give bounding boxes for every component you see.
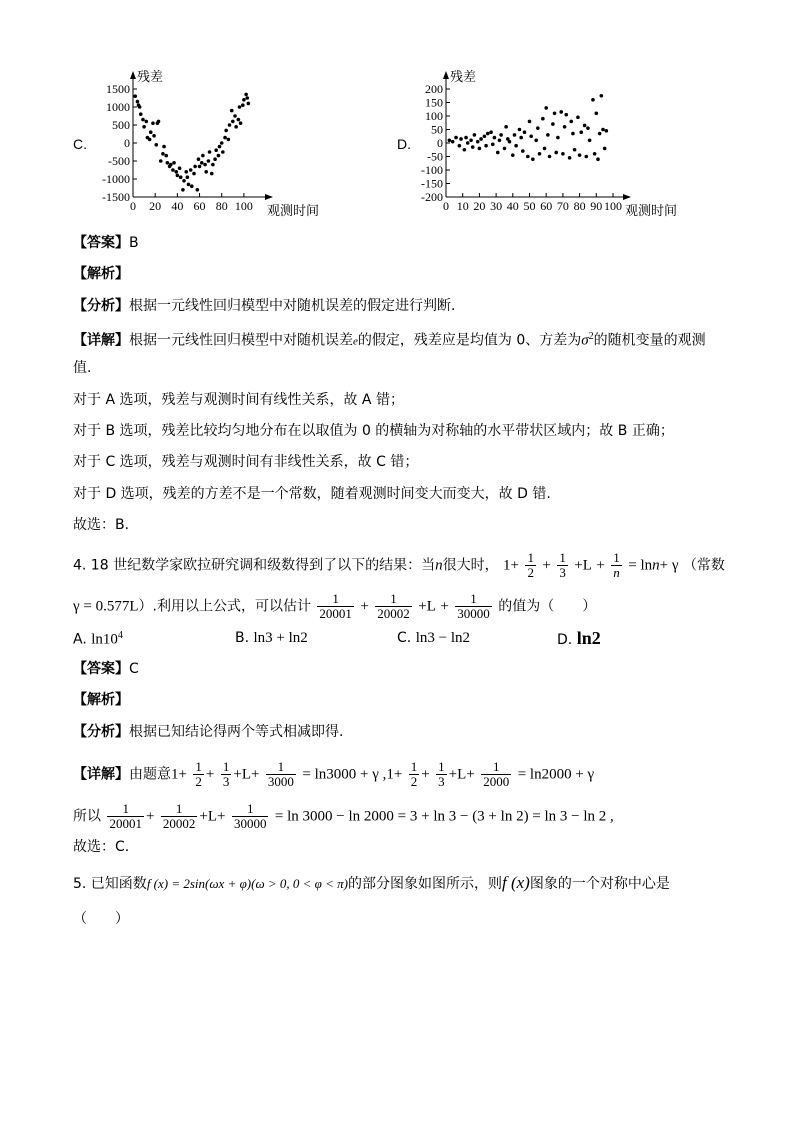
chart-d-data-point [514,144,518,148]
chart-d-x-tick-label: 90 [590,199,603,213]
plus-sign: + [145,808,155,825]
chart-d-data-point [556,136,560,140]
chart-c-y-tick-label: -1000 [102,172,130,186]
plus-sign: + [199,808,208,825]
option-a-letter: A. [73,631,87,648]
chart-c-data-point [149,130,153,134]
chart-d-data-point [568,156,572,160]
chart-d-data-point [586,126,590,130]
chart-c-data-point [220,141,224,145]
q5-stem-b: 的部分图象如图所示，则 [347,876,502,892]
chart-c-data-point [214,148,218,152]
q4-n: n [435,557,443,574]
chart-c-data-point [169,163,173,167]
analysis-label: 【解析】 [73,692,129,708]
ellipsis: L [241,766,251,783]
frac-1-2: $\frac{1}{2}$ [410,759,418,789]
q4-stem-line1 [73,551,725,580]
chart-d-data-point [469,139,473,143]
plus-gamma: + γ [659,557,679,574]
chart-d-data-point [459,137,463,141]
chart-d-data-point [554,151,558,155]
chart-d-y-tick-label: -200 [421,190,443,204]
chart-c-x-tick-label: 0 [130,199,136,213]
q4-n-2: n [652,557,660,574]
fenxi-line-3 [73,297,455,315]
conclusion-3: 故选：B. [73,517,130,533]
chart-d-data-point [483,134,487,138]
chart-d-data-point [596,157,600,161]
q5-stem-line1 [73,874,670,893]
chart-c-data-point [213,157,217,161]
sigma-symbol: σ [581,332,589,349]
frac-1-2000: $\frac{1}{2000}$ [483,759,510,789]
chart-c-data-point [210,172,214,176]
frac-1-20002: $\frac{1}{20002}$ [162,801,196,831]
chart-d-data-point [478,147,482,151]
plus-sign: + [205,766,215,783]
plus-sign: + [574,557,583,574]
chart-d-x-tick-label: 100 [604,199,622,213]
chart-c-x-arrow [265,194,273,200]
chart-c-y-tick-label: -500 [108,154,130,168]
plus-sign: + [421,766,430,783]
chart-d-data-point [518,128,522,132]
chart-d-data-point [521,149,525,153]
chart-d-data-point [493,136,497,140]
chart-c-x-tick-label: 60 [193,199,206,213]
analysis-line-4 [73,691,129,709]
chart-d-data-point [605,129,609,133]
chart-c-data-point [187,183,191,187]
option-d-letter: D. [557,632,573,648]
chart-c-data-point [184,170,188,174]
chart-d-data-point [498,139,502,143]
xiangjie-text-c: 的随机变量的观测 [593,332,706,349]
option-d-label: D. [397,136,411,152]
chart-d-data-point [551,122,555,126]
frac-1-3000: $\frac{1}{3000}$ [267,759,294,789]
chart-d-x-arrow [623,194,631,200]
chart-d-data-point [538,152,542,156]
plus-sign: + [466,766,475,783]
chart-c-data-point [166,161,170,165]
chart-d-data-point [569,120,573,124]
chart-d-y-tick-label: 200 [425,82,443,96]
chart-d-data-point [534,139,538,143]
paren-note: （常数 [682,557,725,574]
option-a-expr: ln10 [91,631,118,648]
chart-c-data-point [182,179,186,183]
xiangjie-line-3 [73,328,706,351]
sigma-exponent: 2 [588,331,594,342]
ellipsis: L [426,598,436,615]
q5-stem-c: 图象的一个对称中心是 [529,876,670,892]
gamma-value: γ = 0.577L [73,598,139,615]
chart-c-data-point [227,138,231,142]
frac-1-30000: $\frac{1}{30000}$ [233,801,267,831]
chart-c-data-point [161,152,165,156]
chart-c-y-tick-label: -1500 [102,190,130,204]
chart-c-data-point [186,175,190,179]
eq-ln2000: = ln2000 + γ [517,766,595,783]
chart-c-data-point [241,103,245,107]
chart-d-data-point [466,141,470,145]
fenxi-text: 根据已知结论得两个等式相减即得. [129,724,344,740]
option-b-letter: B. [235,630,250,646]
chart-c-data-point [174,170,178,174]
option-a[interactable] [73,630,123,649]
chart-d-x-tick-label: 30 [490,199,503,213]
chart-c-data-point [193,165,197,169]
chart-d-data-point [579,130,583,134]
chart-d-x-tick-label: 40 [506,199,519,213]
chart-d-x-tick-label: 50 [523,199,536,213]
chart-d-y-arrow [443,71,449,79]
one-plus: 1+ [386,766,403,783]
chart-c-y-tick-label: 1000 [106,100,130,114]
chart-d-data-point [476,140,480,144]
ellipsis: L [207,808,218,825]
chart-d-data-point [603,147,607,151]
option-c-expr: ln3 − ln2 [415,630,470,646]
frac-1-3: $\frac{1}{3}$ [559,550,566,580]
chart-c-x-axis-label: 观测时间 [267,203,320,218]
plus-sign: + [448,766,458,783]
q5-function-def: f (x) = 2sin(ωx + φ)(ω > 0, 0 < φ < π) [146,876,348,891]
one-plus: 1+ [171,766,187,783]
chart-c-data-point [172,161,176,165]
chart-c-data-point [233,114,237,118]
chart-c-data-point [224,129,228,133]
chart-d-y-tick-label: 0 [437,136,443,150]
chart-c-data-point [189,168,193,172]
chart-d-data-point [458,144,462,148]
chart-d-data-point [541,117,545,121]
frac-1-2: $\frac{1}{2}$ [195,759,202,789]
chart-d-data-point [491,143,495,147]
chart-c-y-arrow [130,71,136,79]
plus-sign: + [217,808,226,825]
xiangjie-text-a: 由题意 [129,766,171,783]
chart-c-data-point [145,120,149,124]
chart-c-data-point [139,112,143,116]
chart-d-x-tick-label: 20 [473,199,486,213]
chart-c-data-point [201,154,205,158]
chart-d-data-point [471,145,475,149]
plus-sign: + [596,557,605,574]
xiangjie-text-b: 的假定，残差应是均值为 0、方差为 [357,332,582,349]
analysis-line-3 [73,265,129,283]
answer-value: B [129,235,139,251]
chart-c-data-point [151,121,155,125]
eq-ln: = ln [628,557,653,574]
chart-d-y-tick-label: 100 [425,109,443,123]
chart-d-data-point [504,125,508,129]
option-a-sup: 4 [117,630,123,641]
q5-stem-a: 5. 已知函数 [73,876,147,892]
option-b-expr: ln3 + ln2 [253,630,308,646]
eq-chain: = ln 3000 − ln 2000 = 3 + ln 3 − (3 + ln 2) = ln 3 − ln 2 , [274,808,614,825]
chart-c-data-point [230,109,234,113]
chart-c-data-point [247,102,251,106]
q4-stem-a: 4. 18 世纪数学家欧拉研究调和级数得到了以下的结果：当 [73,557,436,574]
chart-c-data-point [197,157,201,161]
chart-d-data-point [536,126,540,130]
chart-d-data-point [576,116,580,120]
chart-d-data-point [578,153,582,157]
item-d: 对于 D 选项，残差的方差不是一个常数，随着观测时间变大而变大，故 D 错. [73,486,551,502]
chart-d-y-axis-label: 残差 [450,69,477,84]
chart-d-data-point [583,124,587,128]
fenxi-text: 根据一元线性回归模型中对随机误差的假定进行判断. [129,298,456,314]
q5-stem-line2: （ ） [73,911,129,927]
residual-chart-c [0,0,794,230]
chart-c-data-point [192,172,196,176]
chart-d-x-axis-label: 观测时间 [625,203,678,218]
option-c-letter: C. [397,630,412,646]
chart-d-data-point [561,152,565,156]
chart-d-y-tick-label: 50 [431,122,443,137]
chart-d-data-point [529,134,533,138]
answer-line-4 [73,660,139,678]
chart-d-data-point [451,140,455,144]
chart-d-data-point [486,132,490,136]
q4-stem-d: 的值为（ ） [498,598,597,615]
chart-d-data-point [499,133,503,137]
chart-c-data-point [223,136,227,140]
answer-label: 【答案】 [73,661,129,677]
chart-d-data-point [553,112,557,116]
chart-c-data-point [141,118,145,122]
chart-c-data-point [133,94,137,98]
chart-c-data-point [157,120,161,124]
chart-d-data-point [600,94,604,98]
chart-d-data-point [598,132,602,136]
chart-d-y-tick-label: 150 [425,95,443,110]
error-symbol: e [353,335,358,348]
frac-1-2: $\frac{1}{2}$ [527,550,534,580]
chart-c-data-point [154,143,158,147]
plus-sign: + [542,557,551,574]
q4-stem-line2 [73,592,596,621]
chart-d-data-point [548,155,552,159]
frac-1-3: $\frac{1}{3}$ [222,759,230,789]
chart-c-data-point [237,118,241,122]
chart-c-data-point [148,138,152,142]
frac-1-20001: $\frac{1}{20001}$ [109,801,142,831]
chart-d-data-point [508,140,512,144]
ellipsis: L [582,557,592,574]
chart-d-x-tick-label: 10 [456,199,469,213]
plus-sign: + [233,766,242,783]
xiangjie-label: 【详解】 [73,766,129,783]
chart-d-data-point [593,152,597,156]
chart-d-y-tick-label: -150 [421,176,443,191]
chart-c-data-point [239,121,243,125]
chart-c-x-tick-label: 100 [234,199,253,213]
chart-c-data-point [138,105,142,109]
chart-c-data-point [203,163,207,167]
chart-d-data-point [511,153,515,157]
chart-c-data-point [221,150,225,154]
frac-1-20001: $\frac{1}{20001}$ [319,591,352,621]
chart-d-data-point [591,98,595,102]
chart-d-data-point [526,155,530,159]
chart-d-data-point [489,130,493,134]
chart-c-data-point [164,154,168,158]
plus-sign: + [418,598,427,615]
option-c[interactable] [397,630,470,647]
option-d[interactable] [557,628,601,649]
chart-d-data-point [464,136,468,140]
chart-d-data-point [463,148,467,152]
option-d-expr: ln2 [576,628,601,648]
chart-c-data-point [217,154,221,158]
chart-d-y-tick-label: -50 [427,149,443,164]
item-c: 对于 C 选项，残差与观测时间有非线性关系，故 C 错； [73,454,419,470]
xiangjie-text-d: 值. [73,360,92,376]
fenxi-label: 【分析】 [73,724,129,740]
chart-c-data-point [245,96,249,100]
chart-d-x-tick-label: 60 [540,199,553,213]
frac-1-20002: $\frac{1}{20002}$ [377,591,410,621]
chart-c-y-tick-label: 0 [124,136,130,150]
frac-1-n: $\frac{1}{n}$ [613,550,620,580]
chart-d-data-point [563,125,567,129]
chart-d-data-point [564,113,568,117]
chart-c-data-point [244,93,248,97]
answer-line-3 [73,234,139,252]
chart-d-data-point [601,128,605,132]
chart-c-x-tick-label: 20 [149,199,162,213]
chart-d-data-point [528,120,532,124]
chart-d-data-point [523,130,527,134]
chart-d-x-tick-label: 70 [556,199,569,213]
chart-c-data-point [211,163,215,167]
xiangjie-line-4 [73,760,594,789]
chart-c-data-point [234,125,238,129]
chart-d-data-point [573,148,577,152]
chart-d-data-point [588,139,592,143]
chart-c-data-point [136,100,140,104]
q4-stem-c: ）.利用以上公式，可以估计 [138,598,311,615]
frac-1-3: $\frac{1}{3}$ [438,759,445,789]
chart-d-data-point [546,133,550,137]
chart-d-data-point [584,155,588,159]
option-b[interactable] [235,630,308,647]
suoyi-line-4 [73,802,614,831]
chart-d-data-point [543,147,547,151]
chart-d-data-point [479,137,483,141]
analysis-label: 【解析】 [73,266,129,282]
chart-c-data-point [179,175,183,179]
chart-d-data-point [473,133,477,137]
answer-value: C [129,661,139,677]
xiangjie-text-a: 根据一元线性回归模型中对随机误差 [129,332,353,349]
xiangjie-line-3b [73,359,91,377]
chart-c-x-tick-label: 40 [171,199,184,213]
chart-d-data-point [484,144,488,148]
chart-d-data-point [448,139,452,143]
chart-c-data-point [142,125,146,129]
plus-sign: + [250,766,260,783]
chart-c-data-point [200,161,204,165]
chart-c-data-point [238,105,242,109]
chart-d-x-tick-label: 80 [573,199,586,213]
chart-c-data-point [181,188,185,192]
plus-sign: + [440,598,449,615]
frac-1-30000: $\frac{1}{30000}$ [457,591,490,621]
chart-c-data-point [228,123,232,127]
q4-one-plus: 1+ [503,557,519,574]
chart-c-y-axis-label: 残差 [137,69,164,84]
chart-d-data-point [519,136,523,140]
fenxi-label: 【分析】 [73,298,129,314]
ellipsis: L [457,766,467,783]
chart-d-data-point [571,132,575,136]
chart-d-data-point [503,147,507,151]
fenxi-line-4 [73,723,343,741]
chart-d-data-point [496,151,500,155]
chart-c-data-point [159,159,163,163]
item-b: 对于 B 选项，残差比较均匀地分布在以取值为 0 的横轴为对称轴的水平带状区域内；故 B 正确； [73,423,674,439]
chart-d-data-point [595,112,599,116]
chart-c-data-point [171,168,175,172]
chart-c-data-point [231,120,235,124]
chart-d-data-point [559,110,563,114]
chart-d-data-point [544,106,548,110]
chart-c-data-point [207,159,211,163]
answer-label: 【答案】 [73,235,129,251]
chart-c-data-point [204,170,208,174]
chart-d-data-point [531,157,535,161]
chart-c-data-point [176,174,180,178]
chart-c-data-point [208,150,212,154]
chart-c-data-point [178,166,182,170]
chart-d-y-tick-label: -100 [421,163,443,177]
q4-stem-b: 很大时， [442,557,499,574]
chart-d-data-point [454,136,458,140]
suoyi-text: 所以 [73,808,101,825]
option-c-label: C. [73,136,87,152]
chart-c-data-point [242,98,246,102]
chart-c-y-tick-label: 500 [112,118,130,132]
plus-sign: + [360,598,369,615]
chart-c-x-tick-label: 80 [215,199,228,213]
item-a: 对于 A 选项，残差与观测时间有线性关系，故 A 错； [73,392,404,408]
chart-c-data-point [162,145,166,149]
chart-c-data-point [190,184,194,188]
chart-d-data-point [513,133,517,137]
chart-c-data-point [218,145,222,149]
chart-c-data-point [198,165,202,169]
q5-fx: f (x) [501,873,530,892]
chart-d-x-tick-label: 0 [443,199,449,213]
chart-c-y-tick-label: 1500 [106,82,130,96]
conclusion-4: 故选：C. [73,839,130,855]
xiangjie-label: 【详解】 [73,332,129,349]
eq-ln3000: = ln3000 + γ , [302,766,387,783]
chart-c-data-point [152,134,156,138]
chart-c-data-point [196,188,200,192]
